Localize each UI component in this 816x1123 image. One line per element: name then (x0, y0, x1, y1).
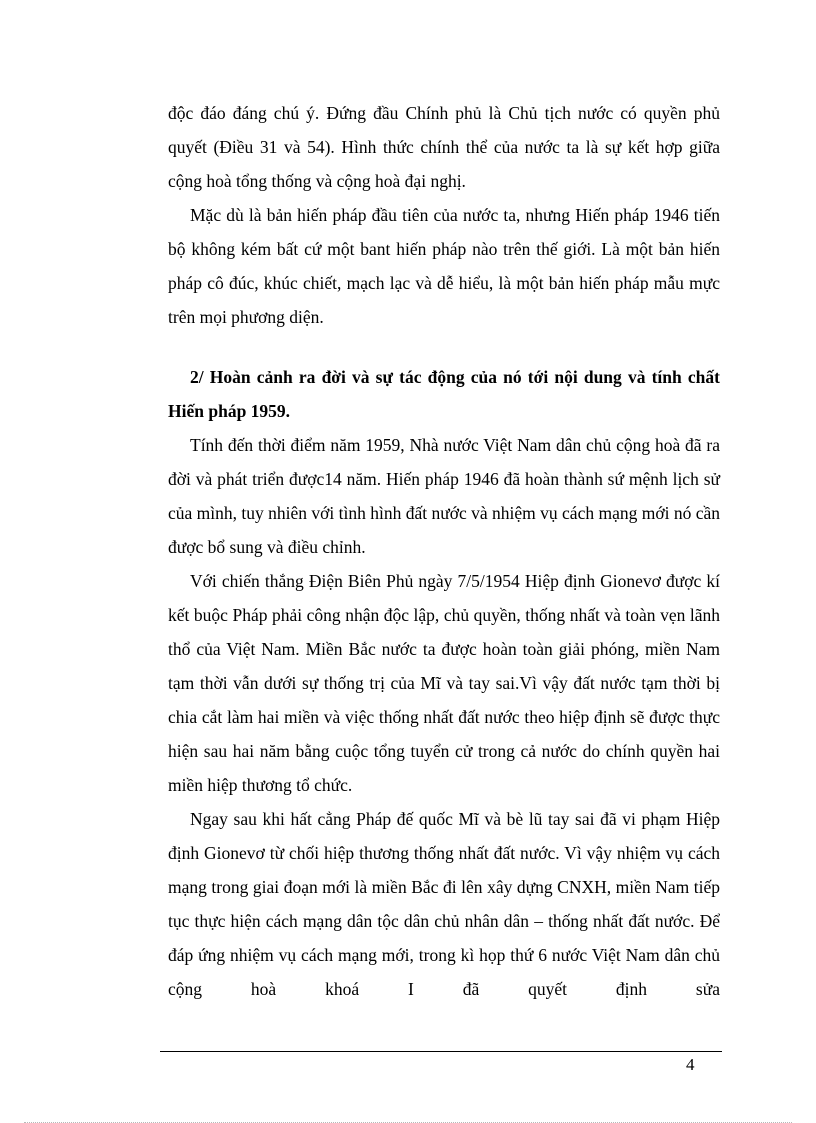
paragraph-context-1959: Tính đến thời điểm năm 1959, Nhà nước Việt Nam dân chủ cộng hoà đã ra đời và phát triển được14 năm. Hiến pháp 1946 đã hoàn thành sứ mệnh lịch sử của mình, tuy nhiên với tình hình đất nước và nhiệm vụ cách mạng mới nó cần được bổ sung và điều chỉnh. (168, 435, 720, 557)
page-body (168, 96, 720, 1006)
paragraph-dien-bien-phu: Với chiến thắng Điện Biên Phủ ngày 7/5/1954 Hiệp định Gionevơ được kí kết buộc Pháp phải công nhận độc lập, chủ quyền, thống nhất và toàn vẹn lãnh thổ của Việt Nam. Miền Bắc nước ta được hoàn toàn giải phóng, miền Nam tạm thời vẫn dưới sự thống trị của Mĩ và tay sai.Vì vậy đất nước tạm thời bị chia cắt làm hai miền và việc thống nhất đất nước theo hiệp định sẽ được thực hiện sau hai năm bằng cuộc tổng tuyển cử trong cả nước do chính quyền hai miền hiệp thương tổ chức. (168, 571, 720, 795)
footer-rule (160, 1051, 722, 1052)
section-heading: 2/ Hoàn cảnh ra đời và sự tác động của nó tới nội dung và tính chất Hiến pháp 1959. (168, 367, 720, 421)
page-number: 4 (686, 1055, 695, 1074)
paragraph-first-constitution: Mặc dù là bản hiến pháp đầu tiên của nước ta, nhưng Hiến pháp 1946 tiến bộ không kém bất cứ một bant hiến pháp nào trên thế giới. Là một bản hiến pháp cô đúc, khúc chiết, mạch lạc và dễ hiểu, là một bản hiến pháp mẫu mực trên mọi phương diện. (168, 205, 720, 327)
paragraph-continuation: độc đáo đáng chú ý. Đứng đầu Chính phủ là Chủ tịch nước có quyền phủ quyết (Điều 31 và 54). Hình thức chính thể của nước ta là sự kết hợp giữa cộng hoà tổng thống và cộng hoà đại nghị. (168, 103, 720, 191)
paragraph-revolution-tasks: Ngay sau khi hất cẳng Pháp đế quốc Mĩ và bè lũ tay sai đã vi phạm Hiệp định Gionevơ từ chối hiệp thương thống nhất đất nước. Vì vậy nhiệm vụ cách mạng trong giai đoạn mới là miền Bắc đi lên xây dựng CNXH, miền Nam tiếp tục thực hiện cách mạng dân tộc dân chủ nhân dân – thống nhất đất nước. Để đáp ứng nhiệm vụ cách mạng mới, trong kì họp thứ 6 nước Việt Nam dân chủ cộng hoà khoá I đã quyết định sửa (168, 809, 720, 999)
